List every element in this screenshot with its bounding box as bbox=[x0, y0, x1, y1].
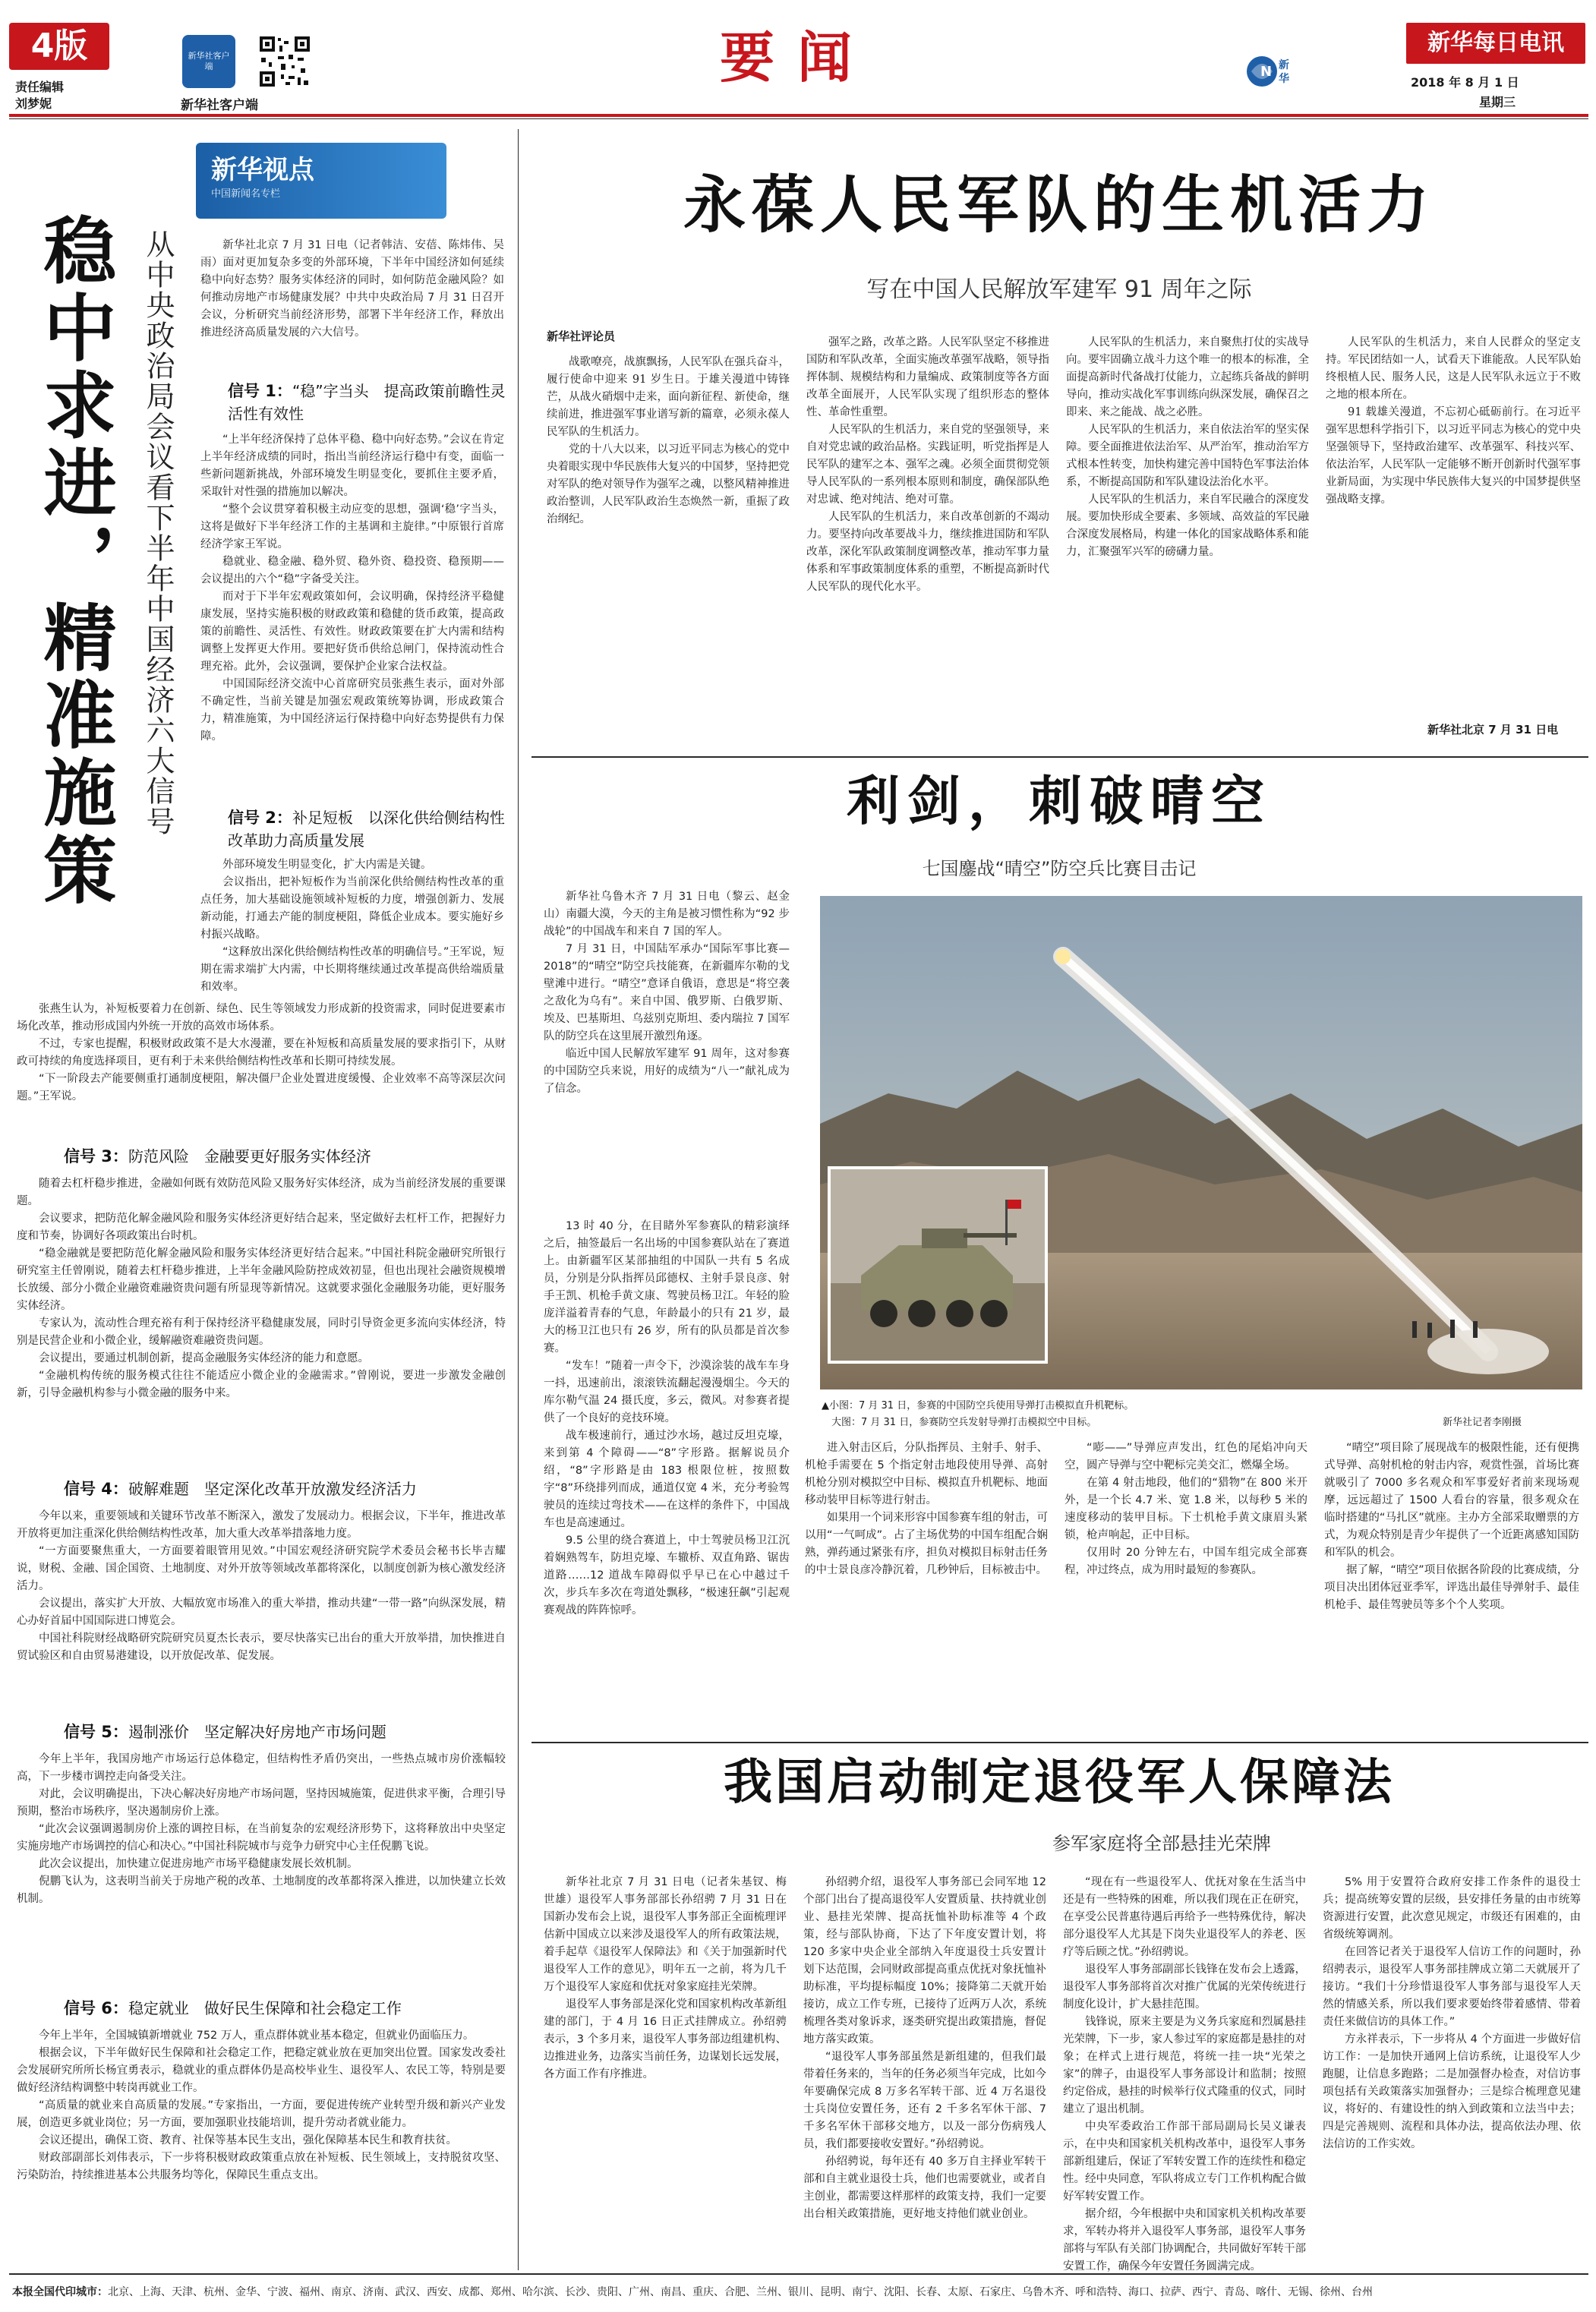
article4-col-4: 5% 用于安置符合政府安排工作条件的退役士兵；提高统筹安置的层级，县安排任务量的由市统筹资源进行安置，此次意见规定，市级还有困难的，由省级统筹调剂。 在回答记者关于退役军人信访工作的问题时，孙绍骋表示，退役军人事务部挂牌成立第二天就展开了接访。“我们十分珍惜退役军人事务部与退役军人天然的情感关系，所以我们要求要始终带着感情、带着责任来做信访的具体工作。” 方永祥表示，下一步将从 4 个方面进一步做好信访工作：一是加快开通网上信访系统，让退役军人少跑腿，让信息多跑路；二是加强督办检查，对信访事项包括有关政策落实加强督办；三是综合梳理意见建议，将好的、有建设性的纳入到政策和立法当中去；四是完善规则、流程和具体办法，提高依法办理、依法信访的工作实效。 bbox=[1323, 1876, 1581, 2150]
signal-6-label: 信号 6： bbox=[64, 1999, 128, 2017]
signal-4-heading bbox=[64, 1478, 504, 1500]
editor-name: 刘梦妮 bbox=[15, 96, 52, 111]
print-cities-label: 本报全国代印城市： bbox=[12, 2286, 108, 2298]
armored-vehicle-inset-photo bbox=[828, 1166, 1048, 1364]
signal-4-title: 破解难题 坚定深化改革开放激发经济活力 bbox=[128, 1480, 417, 1498]
masthead-rule-thin bbox=[9, 118, 1588, 119]
article3-subtitle: 七国鏖战“晴空”防空兵比赛目击记 bbox=[922, 858, 1197, 879]
article4-col-1: 新华社北京 7 月 31 日电（记者朱基钗、梅世雄）退役军人事务部部长孙绍骋 7 月 31 日在国新办发布会上说，退役军人事务部正全面梳理评估新中国成立以来涉及退役军人的所有政策法规，着手起草《退役军人保障法》和《关于加强新时代退役军人工作的意见》，明年五一之前，将为几千万个退役军人家庭和优抚对象家庭挂光荣牌。 退役军人事务部是深化党和国家机构改革新组建的部门，于 4 月 16 日正式挂牌成立。孙绍骋表示，3 个多月来，退役军人事务部边组建机构、边推进业务，边落实当前任务，边谋划长远发展，各方面工作有序推进。 bbox=[544, 1876, 787, 2080]
signal-2-label: 信号 2： bbox=[228, 809, 292, 827]
qr-code-icon bbox=[258, 35, 311, 88]
svg-text:新: 新 bbox=[1279, 59, 1289, 71]
signal-6-body: 今年上半年，全国城镇新增就业 752 万人，重点群体就业基本稳定，但就业仍面临压力。 根据会议，下半年做好民生保障和社会稳定工作，把稳定就业放在更加突出位置。国家发改委社会发展研究所所长杨宜勇表示，稳就业的重点群体仍是高校毕业生、退役军人、农民工等，特别是要做好经济结构调整中转岗再就业工作。 “高质量的就业来自高质量的发展。”专家指出，一方面，要促进传统产业转型升级和新兴产业发展，创造更多就业岗位；另一方面，要加强职业技能培训，提升劳动者就业能力。 会议还提出，确保工资、教育、社保等基本民生支出，强化保障基本民生和教育扶贫。 财政部副部长刘伟表示，下一步将积极财政政策重点放在补短板、民生领域上，支持脱贫攻坚、污染防治，持续推进基本公共服务均等化，保障民生重点支出。 bbox=[17, 2030, 506, 2181]
editor-label: 责任编辑 bbox=[15, 80, 65, 94]
print-cities-line bbox=[12, 2284, 1584, 2299]
xinhua-news-logo-icon bbox=[1245, 49, 1306, 94]
logo-text: 新华社客户端 bbox=[188, 51, 230, 71]
footer-rule bbox=[9, 2273, 1588, 2275]
article1-lead: 新华社北京 7 月 31 日电（记者韩洁、安蓓、陈炜伟、吴雨）面对更加复杂多变的外部环境，下半年中国经济如何延续稳中向好态势？服务实体经济的同时，如何防范金融风险？如何推动房地产市场健康发展？中共中央政治局 7 月 31 日召开会议，分析研究当前经济形势，部署下半年经济工作，释放出推进经济高质量发展的六大信号。 bbox=[200, 239, 504, 339]
article3-bottom-rule bbox=[531, 1742, 1588, 1743]
badge-title: 新华视点 bbox=[211, 155, 314, 185]
article3-col-3: “嘭——”导弹应声发出，红色的尾焰冲向天空，圆产导弹与空中靶标完美交汇，燃爆全场。 在第 4 射击地段，他们的“猎物”在 800 米开外，是一个长 4.7 米、宽 1.8 米，以每秒 5 米的速度移动的装甲目标。下士机枪手黄文康眉头紧锁，枪声响起，正中目标。 仅用时 20 分钟左右，中国车组完成全部赛程，冲过终点，成为用时最短的参赛队。 bbox=[1065, 1442, 1307, 1576]
article3-title: 利剑，刺破晴空 bbox=[847, 769, 1272, 832]
section-title: 要闻 bbox=[719, 25, 875, 90]
photo-caption-large: 大图：7 月 31 日，参赛防空兵发射导弹打击模拟空中目标。 bbox=[822, 1417, 1097, 1428]
client-name: 新华社客户端 bbox=[181, 98, 258, 113]
signal-5-body: 今年上半年，我国房地产市场运行总体稳定，但结构性矛盾仍突出，一些热点城市房价涨幅较高，下一步楼市调控走向备受关注。 对此，会议明确提出，下决心解决好房地产市场问题，坚持因城施策，促进供求平衡，合理引导预期，整治市场秩序，坚决遏制房价上涨。 “此次会议强调遏制房价上涨的调控目标，在当前复杂的宏观经济形势下，这将释放出中央坚定实施房地产市场调控的信心和决心。”中国社科院城市与竞争力研究中心主任倪鹏飞说。 此次会议提出，加快建立促进房地产市场平稳健康发展长效机制。 倪鹏飞认为，这表明当前关于房地产税的改革、土地制度的改革都将深入推进，以加快建立长效机制。 bbox=[17, 1753, 506, 1905]
issue-weekday: 星期三 bbox=[1479, 95, 1516, 109]
article4-col-3: “现在有一些退役军人、优抚对象在生活当中还是有一些特殊的困难，所以我们现在正在研究，在享受公民普惠待遇后再给予一些特殊优待，解决部分退役军人尤其是下岗失业退役军人的养老、医疗等后顾之忧。”孙绍骋说。 退役军人事务部副部长钱锋在发布会上透露，退役军人事务部将首次对推广优属的光荣传统进行制度化设计，扩大悬挂范围。 钱锋说，原来主要是为义务兵家庭和烈属悬挂光荣牌，下一步，家人参过军的家庭都是悬挂的对象；在样式上进行规范，将统一挂一块“光荣之家”的牌子，由退役军人事务部设计和监制；按照约定俗成，悬挂的时候举行仪式隆重的仪式，同时建立了退出机制。 中央军委政治工作部干部局副局长吴义谦表示，在中央和国家机关机构改革中，退役军人事务部新组建后，保证了军转安置工作的连续性和稳定性。经中央同意，军队将成立专门工作机构配合做好军转安置工作。 据介绍，今年根据中央和国家机关机构改革要求，军转办将并入退役军人事务部，退役军人事务部将与军队有关部门协调配合，共同做好军转干部安置工作，确保今年安置任务圆满完成。 bbox=[1063, 1876, 1306, 2273]
article4-subtitle: 参军家庭将全部悬挂光荣牌 bbox=[1052, 1833, 1271, 1854]
photo-credit: 新华社记者李刚摄 bbox=[1443, 1417, 1522, 1428]
page-number-badge: 4版 bbox=[9, 23, 109, 70]
badge-subtitle: 中国新闻名专栏 bbox=[211, 188, 281, 200]
signal-4-body: 今年以来，重要领域和关键环节改革不断深入，激发了发展动力。根据会议，下半年，推进改革开放将更加注重深化供给侧结构性改革，加大重大改革举措落地力度。 “一方面要聚焦重大，一方面要着眼管用见效。”中国宏观经济研究院学术委员会秘书长毕吉耀说，财税、金融、国企国资、土地制度、对外开放等领域改革都将深化，以制度创新为核心激发经济活力。 会议提出，落实扩大开放、大幅放宽市场准入的重大举措，推动共建“一带一路”向纵深发展，精心办好首届中国国际进口博览会。 中国社科院财经战略研究院研究员夏杰长表示，要尽快落实已出台的重大开放举措，加快推进自贸试验区和自由贸易港建设，以开放促改革、促发展。 bbox=[17, 1510, 506, 1662]
left-column-divider bbox=[518, 129, 519, 2270]
svg-text:华: 华 bbox=[1279, 73, 1289, 85]
photo-caption-small: ▲小图：7 月 31 日，参赛的中国防空兵使用导弹打击模拟直升机靶标。 bbox=[822, 1400, 1134, 1411]
masthead-rule bbox=[9, 114, 1588, 117]
article3-col-1: 新华社乌鲁木齐 7 月 31 日电（黎云、赵金山）南疆大漠，今天的主角是被习惯性称为“92 步战轮”的中国战车和来自 7 国的军人。 7 月 31 日，中国陆军承办“国际军事比赛—2018”的“晴空”防空兵技能赛，在新疆库尔勒的戈壁滩中进行。“晴空”意译自俄语，意思是“将空袭之敌化为乌有”。来自中国、俄罗斯、白俄罗斯、埃及、巴基斯坦、乌兹别克斯坦、委内瑞拉 7 国军队的防空兵在这里展开激烈角逐。 临近中国人民解放军建军 91 周年，这对参赛的中国防空兵来说，用好的成绩为“八一”献礼成为了信念。 bbox=[544, 891, 790, 1095]
signal-3-heading bbox=[64, 1145, 504, 1168]
signal-2-body: 外部环境发生明显变化，扩大内需是关键。 会议指出，把补短板作为当前深化供给侧结构性改革的重点任务，加大基础设施领域补短板的力度，增强创新力、发展新动能，打通去产能的制度梗阻，降低企业成本。要实施好乡村振兴战略。 “这释放出深化供给侧结构性改革的明确信号。”王军说，短期在需求端扩大内需，中长期将继续通过改革提高供给端质量和效率。 bbox=[200, 859, 504, 993]
signal-1-label: 信号 1： bbox=[228, 382, 292, 400]
signal-6-title: 稳定就业 做好民生保障和社会稳定工作 bbox=[128, 1999, 402, 2017]
signal-1-heading bbox=[228, 380, 506, 425]
article2-col-1: 战歌嘹亮，战旗飘扬，人民军队在强兵奋斗，履行使命中迎来 91 岁生日。于雄关漫道中铸锋芒，从战火硝烟中走来，面向新征程、新使命，继续前进，推进强军事业谱写新的篇章，必须永葆人民军队的生机活力。 党的十八大以来，以习近平同志为核心的党中央着眼实现中华民族伟大复兴的中国梦，坚持把党对军队的绝对领导作为强军之魂，以整风精神推进政治整训，人民军队政治生态焕然一新，重振了政治纲纪。 bbox=[547, 356, 790, 525]
missile-launch-photo bbox=[820, 896, 1582, 1389]
signal-6-heading bbox=[64, 1997, 504, 2020]
signal-3-label: 信号 3： bbox=[64, 1147, 128, 1165]
signal-1-title: “稳”字当头 提高政策前瞻性灵活性有效性 bbox=[228, 382, 506, 423]
article3-col-4: “晴空”项目除了展现战车的极限性能，还有便携式导弹、高射机枪的射击内容，观赏性强，首场比赛就吸引了 7000 多名观众和军事爱好者前来现场观摩，远远超过了 1500 人看台的容量，很多观众在临时搭建的“马扎区”就座。主办方全部采取赠票的方式，为观众特别是青少年提供了一个近距离感知国防和军队的机会。 据了解，“晴空”项目依据各阶段的比赛成绩，分项目决出团体冠亚季军，评选出最佳导弹射手、最佳机枪手、最佳驾驶员等多个个人奖项。 bbox=[1324, 1442, 1579, 1611]
signal-1-body: “上半年经济保持了总体平稳、稳中向好态势。”会议在肯定上半年经济成绩的同时，指出当前经济运行稳中有变，面临一些新问题新挑战，外部环境发生明显变化，要抓住主要矛盾，采取针对性强的措施加以解决。 “整个会议贯穿着积极主动应变的思想，强调‘稳’字当头，这将是做好下半年经济工作的主基调和主旋律。”中原银行首席经济学家王军说。 稳就业、稳金融、稳外贸、稳外资、稳投资、稳预期——会议提出的六个“稳”字备受关注。 而对于下半年宏观政策如何，会议明确，保持经济平稳健康发展，坚持实施积极的财政政策和稳健的货币政策，提高政策的前瞻性、灵活性、有效性。财政政策要在扩大内需和结构调整上发挥更大作用。要把好货币供给总闸门，保持流动性合理充裕。此外，会议强调，要保护企业家合法权益。 中国国际经济交流中心首席研究员张燕生表示，面对外部不确定性，当前关键是加强宏观政策统筹协调，形成政策合力，精准施策，为中国经济运行保持稳中向好态势提供有力保障。 bbox=[200, 434, 504, 743]
signal-5-label: 信号 5： bbox=[64, 1723, 128, 1741]
article3-col-1b: 13 时 40 分，在目睹外军参赛队的精彩演绎之后，抽签最后一名出场的中国参赛队站在了赛道上。由新疆军区某部抽组的中国队一共有 5 名成员，分别是分队指挥员邱德权、主射手景良彦、射手王凯、机枪手黄文康、驾驶员杨卫江。年轻的脸庞洋溢着青春的气息，年龄最小的只有 21 岁，最大的杨卫江也只有 26 岁，所有的队员都是首次参赛。 “发车！”随着一声令下，沙漠涂装的战车车身一抖，迅速前出，滚滚铁流翻起漫漫烟尘。今天的库尔勒气温 24 摄氏度，多云，微风。对参赛者提供了一个良好的竞技环境。 战车极速前行，通过沙水场，越过反坦克壕，来到第 4 个障碍——“8”字形路。据解说员介绍，“8”字形路是由 183 根限位桩，按照数字“8”环绕排列而成，通道仅宽 4 米，充分考验驾驶员的连续过弯技术——在这样的条件下，中国战车也是高速通过。 9.5 公里的绕合赛道上，中士驾驶员杨卫江沉着娴熟驾车，防坦克壕、车辙桥、双直角路、锯齿道路……12 道战车障碍似乎早已在心中越过千次，步兵车多次在弯道处飘移，“极速狂飙”引起观赛观战的阵阵惊呼。 bbox=[544, 1220, 790, 1617]
issue-date: 2018 年 8 月 1 日 bbox=[1411, 75, 1519, 90]
article2-subtitle: 写在中国人民解放军建军 91 周年之际 bbox=[866, 276, 1252, 303]
article1-mid-body: 张燕生认为，补短板要着力在创新、绿色、民生等领域发力形成新的投资需求，同时促进要素市场化改革，推动形成国内外统一开放的高效市场体系。 不过，专家也提醒，积极财政政策不是大水漫灌，要在补短板和高质量发展的要求指引下，从财政可持续的角度选择项目，更有利于未来供给侧结构性改革和长期可持续发展。 “下一阶段去产能要侧重打通制度梗阻，解决僵尸企业处置进度缓慢、企业效率不高等深层次问题。”王军说。 bbox=[17, 1003, 506, 1102]
signal-5-heading bbox=[64, 1721, 504, 1743]
article4-col-2: 孙绍骋介绍，退役军人事务部已会同军地 12 个部门出台了提高退役军人安置质量、扶持就业创业、悬挂光荣牌、提高抚恤补助标准等 4 个政策，经与部队协商，下达了下年度安置计划，将 120 多家中央企业全部纳入年度退役士兵安置计划下达范围，会同财政部提高重点优抚对象抚恤补助标准，平均提标幅度 10%；接降第二天就开始接访，成立工作专班，已接待了近两万人次，系统梳理各类对象诉求，逐类研究提出政策措施，督促地方落实政策。 “退役军人事务部虽然是新组建的，但我们最带着任务来的，当年的任务必须当年完成，比如今年要确保完成 8 万多名军转干部、近 4 万名退役士兵岗位安置任务，还有 2 千多名军休干部、7 千多名军休干部移交地方，以及一部分伤病残人员，我们都要接收安置好。”孙绍骋说。 孙绍骋说，每年还有 40 多万自主择业军转干部和自主就业退役士兵，他们也需要就业，或者自主创业，都需要这样那样的政策支持，我们一定要出台相关政策措施，更好地支持他们就业创业。 bbox=[803, 1876, 1046, 2220]
article4-title: 我国启动制定退役军人保障法 bbox=[724, 1754, 1395, 1811]
paper-name-badge: 新华每日电讯 bbox=[1406, 23, 1585, 64]
signal-5-title: 遏制涨价 坚定解决好房地产市场问题 bbox=[128, 1723, 386, 1741]
svg-text:N: N bbox=[1260, 64, 1273, 80]
article1-title: 稳中求进，精准施策 bbox=[32, 213, 118, 910]
article2-col-3: 人民军队的生机活力，来自聚焦打仗的实战导向。要牢固确立战斗力这个唯一的根本的标准，全面提高新时代备战打仗能力，立起练兵备战的鲜明导向，推动实战化军事训练向纵深发展，确保召之即来、来之能战、战之必胜。 人民军队的生机活力，来自依法治军的坚实保障。要全面推进依法治军、从严治军，推动治军方式根本性转变，加快构建完善中国特色军事法治体系，不断提高国防和军队建设法治化水平。 人民军队的生机活力，来自军民融合的深度发展。要加快形成全要素、多领域、高效益的军民融合深度发展格局，构建一体化的国家战略体系和能力，汇聚强军兴军的磅礴力量。 bbox=[1066, 336, 1309, 558]
article2-signoff: 新华社北京 7 月 31 日电 bbox=[1427, 723, 1559, 736]
signal-3-body: 随着去杠杆稳步推进，金融如何既有效防范风险又服务好实体经济，成为当前经济发展的重要课题。 会议要求，把防范化解金融风险和服务实体经济更好结合起来，坚定做好去杠杆工作，把握好力度和节奏，协调好各项政策出台时机。 “稳金融就是要把防范化解金融风险和服务实体经济更好结合起来。”中国社科院金融研究所银行研究室主任曾刚说，随着去杠杆稳步推进，上半年金融风险防控成效初显，但也出现社会融资规模增长放缓、部分小微企业融资难融资贵问题有所显现等新情况。这就要求强化金融服务功能，更好服务实体经济。 专家认为，流动性合理充裕有利于保持经济平稳健康发展，同时引导资金更多流向实体经济，特别是民营企业和小微企业，缓解融资难融资贵问题。 会议提出，要通过机制创新，提高金融服务实体经济的能力和意愿。 “金融机构传统的服务模式往往不能适应小微企业的金融需求。”曾刚说，要进一步激发金融创新，引导金融机构参与小微金融的服务中来。 bbox=[17, 1178, 506, 1399]
xinhua-viewpoint-badge bbox=[196, 143, 446, 219]
article2-col-2: 强军之路，改革之路。人民军队坚定不移推进国防和军队改革，全面实施改革强军战略，领导指挥体制、规模结构和力量编成、政策制度等各方面改革全面展开，人民军队实现了组织形态的整体性、革命性重塑。 人民军队的生机活力，来自党的坚强领导，来自对党忠诚的政治品格。实践证明，听党指挥是人民军队的建军之本、强军之魂。必须全面贯彻党领导人民军队的一系列根本原则和制度，确保部队绝对忠诚、绝对纯洁、绝对可靠。 人民军队的生机活力，来自改革创新的不竭动力。要坚持向改革要战斗力，继续推进国防和军队改革，深化军队政策制度调整改革，推动军事力量体系和军事政策制度体系的重塑，不断提高新时代人民军队的现代化水平。 bbox=[806, 336, 1049, 593]
signal-2-heading bbox=[228, 806, 506, 852]
signal-2-title: 补足短板 以深化供给侧结构性改革助力高质量发展 bbox=[228, 809, 505, 850]
article2-bottom-rule bbox=[531, 756, 1588, 758]
article2-title: 永葆人民军队的生机活力 bbox=[683, 169, 1435, 241]
signal-4-label: 信号 4： bbox=[64, 1480, 128, 1498]
article2-byline: 新华社评论员 bbox=[547, 330, 616, 343]
article2-col-4: 人民军队的生机活力，来自人民群众的坚定支持。军民团结如一人，试看天下谁能敌。人民军队始终根植人民、服务人民，这是人民军队永远立于不败之地的根本所在。 91 载雄关漫道，不忘初心砥砺前行。在习近平强军思想科学指引下，以习近平同志为核心的党中央坚强领导下，坚持政治建军、改革强军、科技兴军、依法治军，人民军队一定能够不断开创新时代强军事业新局面，为实现中华民族伟大复兴的中国梦提供坚强战略支撑。 bbox=[1326, 336, 1581, 506]
signal-3-title: 防范风险 金融要更好服务实体经济 bbox=[128, 1147, 371, 1165]
article1-subtitle: 从中央政治局会议看下半年中国经济六大信号 bbox=[141, 229, 175, 837]
xinhua-client-logo-icon bbox=[182, 35, 235, 88]
article3-col-2: 进入射击区后，分队指挥员、主射手、射手、机枪手需要在 5 个指定射击地段使用导弹、高射机枪分别对模拟空中目标、模拟直升机靶标、地面移动装甲目标等进行射击。 如果用一个词来形容中国参赛车组的射击，可以用“一气呵成”。占了主场优势的中国车组配合娴熟，弹药通过紧张有序，担负对模拟目标射击任务的中士景良彦冷静沉着，几秒钟后，目标被击中。 bbox=[805, 1442, 1048, 1576]
print-cities-list: 北京、上海、天津、杭州、金华、宁波、福州、南京、济南、武汉、西安、成都、郑州、哈尔滨、长沙、贵阳、广州、南昌、重庆、合肥、兰州、银川、昆明、南宁、沈阳、长春、太原、石家庄、乌鲁木齐、呼和浩特、海口、拉萨、西宁、青岛、喀什、无锡、徐州、台州 bbox=[108, 2286, 1373, 2298]
